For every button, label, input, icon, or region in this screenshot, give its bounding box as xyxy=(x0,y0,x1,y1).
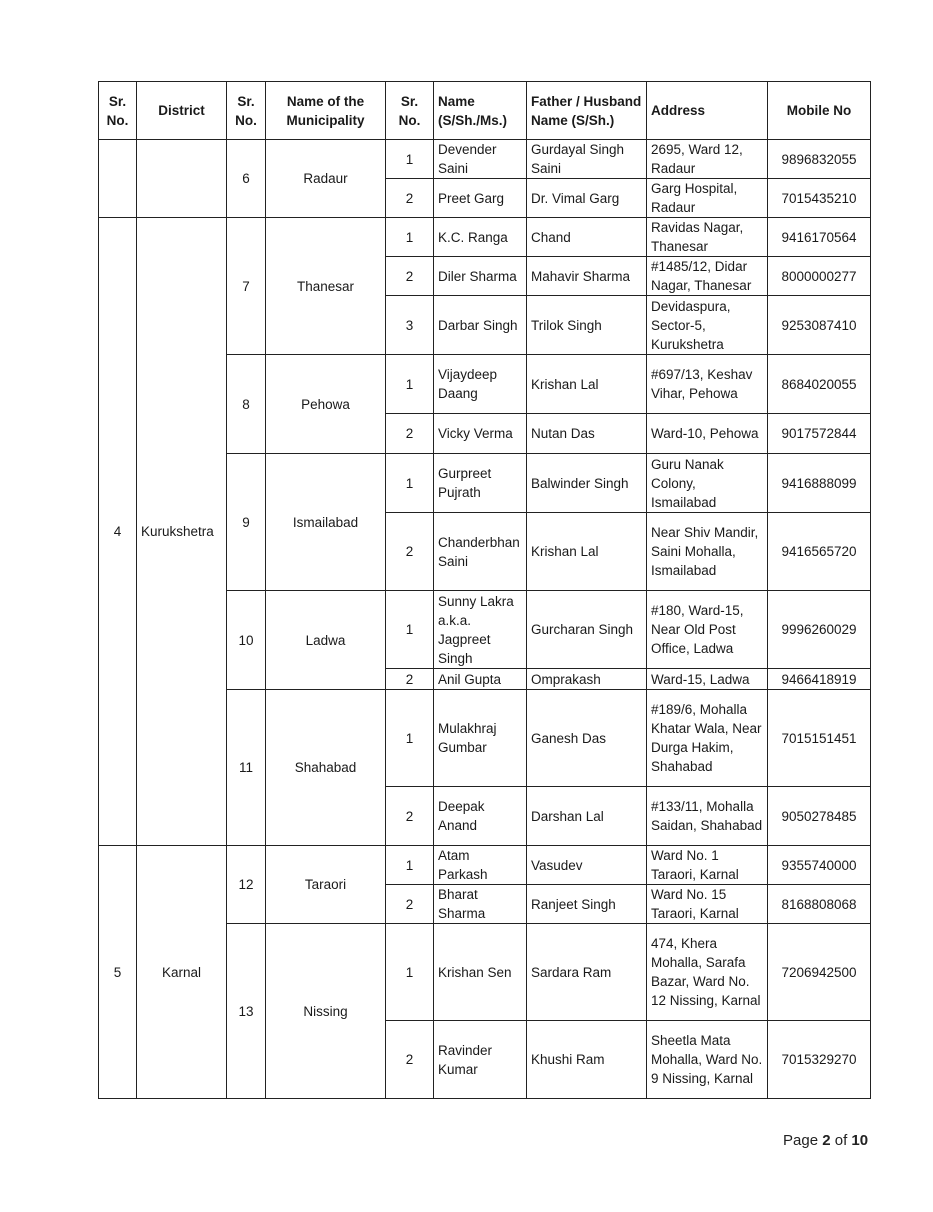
row-mobile: 7206942500 xyxy=(768,924,871,1021)
row-mobile: 9466418919 xyxy=(768,669,871,690)
row-name: Atam Parkash xyxy=(434,846,527,885)
row-mobile: 9896832055 xyxy=(768,140,871,179)
header-district: District xyxy=(137,82,227,140)
row-mobile: 9416565720 xyxy=(768,513,871,591)
district-sr: 5 xyxy=(99,846,137,1099)
district-sr-cell xyxy=(99,140,137,218)
municipality-sr: 10 xyxy=(227,591,266,690)
row-address: Ward No. 1 Taraori, Karnal xyxy=(647,846,768,885)
row-address: #697/13, Keshav Vihar, Pehowa xyxy=(647,355,768,414)
row-mobile: 9416170564 xyxy=(768,218,871,257)
row-sr: 1 xyxy=(386,140,434,179)
row-father: Khushi Ram xyxy=(527,1021,647,1099)
row-sr: 2 xyxy=(386,787,434,846)
row-sr: 3 xyxy=(386,296,434,355)
row-sr: 1 xyxy=(386,454,434,513)
row-name: Gurpreet Pujrath xyxy=(434,454,527,513)
row-mobile: 7015435210 xyxy=(768,179,871,218)
row-name: Devender Saini xyxy=(434,140,527,179)
row-father: Nutan Das xyxy=(527,414,647,454)
page-number xyxy=(783,1132,868,1149)
table-row xyxy=(99,140,871,179)
row-address: Ravidas Nagar, Thanesar xyxy=(647,218,768,257)
row-sr: 2 xyxy=(386,414,434,454)
row-name: Bharat Sharma xyxy=(434,885,527,924)
row-mobile: 9253087410 xyxy=(768,296,871,355)
row-mobile: 9355740000 xyxy=(768,846,871,885)
municipality-sr: 11 xyxy=(227,690,266,846)
row-father: Mahavir Sharma xyxy=(527,257,647,296)
municipality-sr: 7 xyxy=(227,218,266,355)
row-mobile: 7015329270 xyxy=(768,1021,871,1099)
row-mobile: 8000000277 xyxy=(768,257,871,296)
row-father: Gurcharan Singh xyxy=(527,591,647,669)
district-sr: 4 xyxy=(99,218,137,846)
municipality-sr: 6 xyxy=(227,140,266,218)
municipality-name: Pehowa xyxy=(266,355,386,454)
municipality-sr: 9 xyxy=(227,454,266,591)
municipality-sr: 13 xyxy=(227,924,266,1099)
header-sr-no-person: Sr. No. xyxy=(386,82,434,140)
header-sr-no: Sr. No. xyxy=(99,82,137,140)
row-address: 474, Khera Mohalla, Sarafa Bazar, Ward No. 12 Nissing, Karnal xyxy=(647,924,768,1021)
row-name: K.C. Ranga xyxy=(434,218,527,257)
row-father: Krishan Lal xyxy=(527,355,647,414)
header-father: Father / Husband Name (S/Sh.) xyxy=(527,82,647,140)
table-row xyxy=(99,218,871,257)
row-name: Darbar Singh xyxy=(434,296,527,355)
row-address: Ward No. 15 Taraori, Karnal xyxy=(647,885,768,924)
row-address: #180, Ward-15, Near Old Post Office, Ladwa xyxy=(647,591,768,669)
municipality-name: Nissing xyxy=(266,924,386,1099)
district-name-cell xyxy=(137,140,227,218)
row-sr: 1 xyxy=(386,355,434,414)
row-father: Trilok Singh xyxy=(527,296,647,355)
row-name: Preet Garg xyxy=(434,179,527,218)
row-mobile: 9996260029 xyxy=(768,591,871,669)
row-sr: 2 xyxy=(386,179,434,218)
row-sr: 2 xyxy=(386,513,434,591)
municipality-name: Thanesar xyxy=(266,218,386,355)
row-name: Anil Gupta xyxy=(434,669,527,690)
row-sr: 2 xyxy=(386,885,434,924)
row-father: Gurdayal Singh Saini xyxy=(527,140,647,179)
row-father: Dr. Vimal Garg xyxy=(527,179,647,218)
row-father: Ganesh Das xyxy=(527,690,647,787)
row-address: #189/6, Mohalla Khatar Wala, Near Durga Hakim, Shahabad xyxy=(647,690,768,787)
header-address: Address xyxy=(647,82,768,140)
municipality-name: Taraori xyxy=(266,846,386,924)
row-mobile: 7015151451 xyxy=(768,690,871,787)
row-address: 2695, Ward 12, Radaur xyxy=(647,140,768,179)
row-name: Krishan Sen xyxy=(434,924,527,1021)
row-sr: 1 xyxy=(386,924,434,1021)
page-total: 10 xyxy=(851,1132,869,1149)
district-name: Kurukshetra xyxy=(137,218,227,846)
row-address: Guru Nanak Colony, Ismailabad xyxy=(647,454,768,513)
row-name: Deepak Anand xyxy=(434,787,527,846)
row-name: Sunny Lakra a.k.a. Jagpreet Singh xyxy=(434,591,527,669)
municipality-name: Ismailabad xyxy=(266,454,386,591)
table-row xyxy=(99,846,871,885)
row-name: Vijaydeep Daang xyxy=(434,355,527,414)
row-address: Garg Hospital, Radaur xyxy=(647,179,768,218)
row-address: Near Shiv Mandir, Saini Mohalla, Ismailabad xyxy=(647,513,768,591)
header-row xyxy=(99,82,871,140)
row-sr: 2 xyxy=(386,1021,434,1099)
row-name: Vicky Verma xyxy=(434,414,527,454)
municipality-name: Ladwa xyxy=(266,591,386,690)
header-name: Name (S/Sh./Ms.) xyxy=(434,82,527,140)
row-sr: 1 xyxy=(386,846,434,885)
row-mobile: 8168808068 xyxy=(768,885,871,924)
row-sr: 1 xyxy=(386,591,434,669)
row-address: Ward-15, Ladwa xyxy=(647,669,768,690)
district-name: Karnal xyxy=(137,846,227,1099)
row-father: Darshan Lal xyxy=(527,787,647,846)
row-sr: 1 xyxy=(386,218,434,257)
row-mobile: 8684020055 xyxy=(768,355,871,414)
row-address: Devidaspura, Sector-5, Kurukshetra xyxy=(647,296,768,355)
row-address: #133/11, Mohalla Saidan, Shahabad xyxy=(647,787,768,846)
row-father: Omprakash xyxy=(527,669,647,690)
row-address: #1485/12, Didar Nagar, Thanesar xyxy=(647,257,768,296)
page-of: of xyxy=(834,1132,848,1149)
row-father: Balwinder Singh xyxy=(527,454,647,513)
municipality-name: Radaur xyxy=(266,140,386,218)
row-mobile: 9017572844 xyxy=(768,414,871,454)
row-sr: 1 xyxy=(386,690,434,787)
page-current: 2 xyxy=(822,1132,831,1149)
page-label: Page xyxy=(783,1132,819,1149)
row-father: Chand xyxy=(527,218,647,257)
row-mobile: 9050278485 xyxy=(768,787,871,846)
row-sr: 2 xyxy=(386,669,434,690)
row-father: Ranjeet Singh xyxy=(527,885,647,924)
row-sr: 2 xyxy=(386,257,434,296)
municipality-sr: 12 xyxy=(227,846,266,924)
row-name: Ravinder Kumar xyxy=(434,1021,527,1099)
header-sr-no-municipality: Sr. No. xyxy=(227,82,266,140)
municipality-sr: 8 xyxy=(227,355,266,454)
row-father: Vasudev xyxy=(527,846,647,885)
row-address: Sheetla Mata Mohalla, Ward No. 9 Nissing, Karnal xyxy=(647,1021,768,1099)
header-mobile: Mobile No xyxy=(768,82,871,140)
records-table xyxy=(98,81,871,1099)
row-father: Sardara Ram xyxy=(527,924,647,1021)
row-name: Mulakhraj Gumbar xyxy=(434,690,527,787)
row-name: Diler Sharma xyxy=(434,257,527,296)
municipality-name: Shahabad xyxy=(266,690,386,846)
header-municipality: Name of the Municipality xyxy=(266,82,386,140)
row-address: Ward-10, Pehowa xyxy=(647,414,768,454)
row-father: Krishan Lal xyxy=(527,513,647,591)
row-name: Chanderbhan Saini xyxy=(434,513,527,591)
row-mobile: 9416888099 xyxy=(768,454,871,513)
